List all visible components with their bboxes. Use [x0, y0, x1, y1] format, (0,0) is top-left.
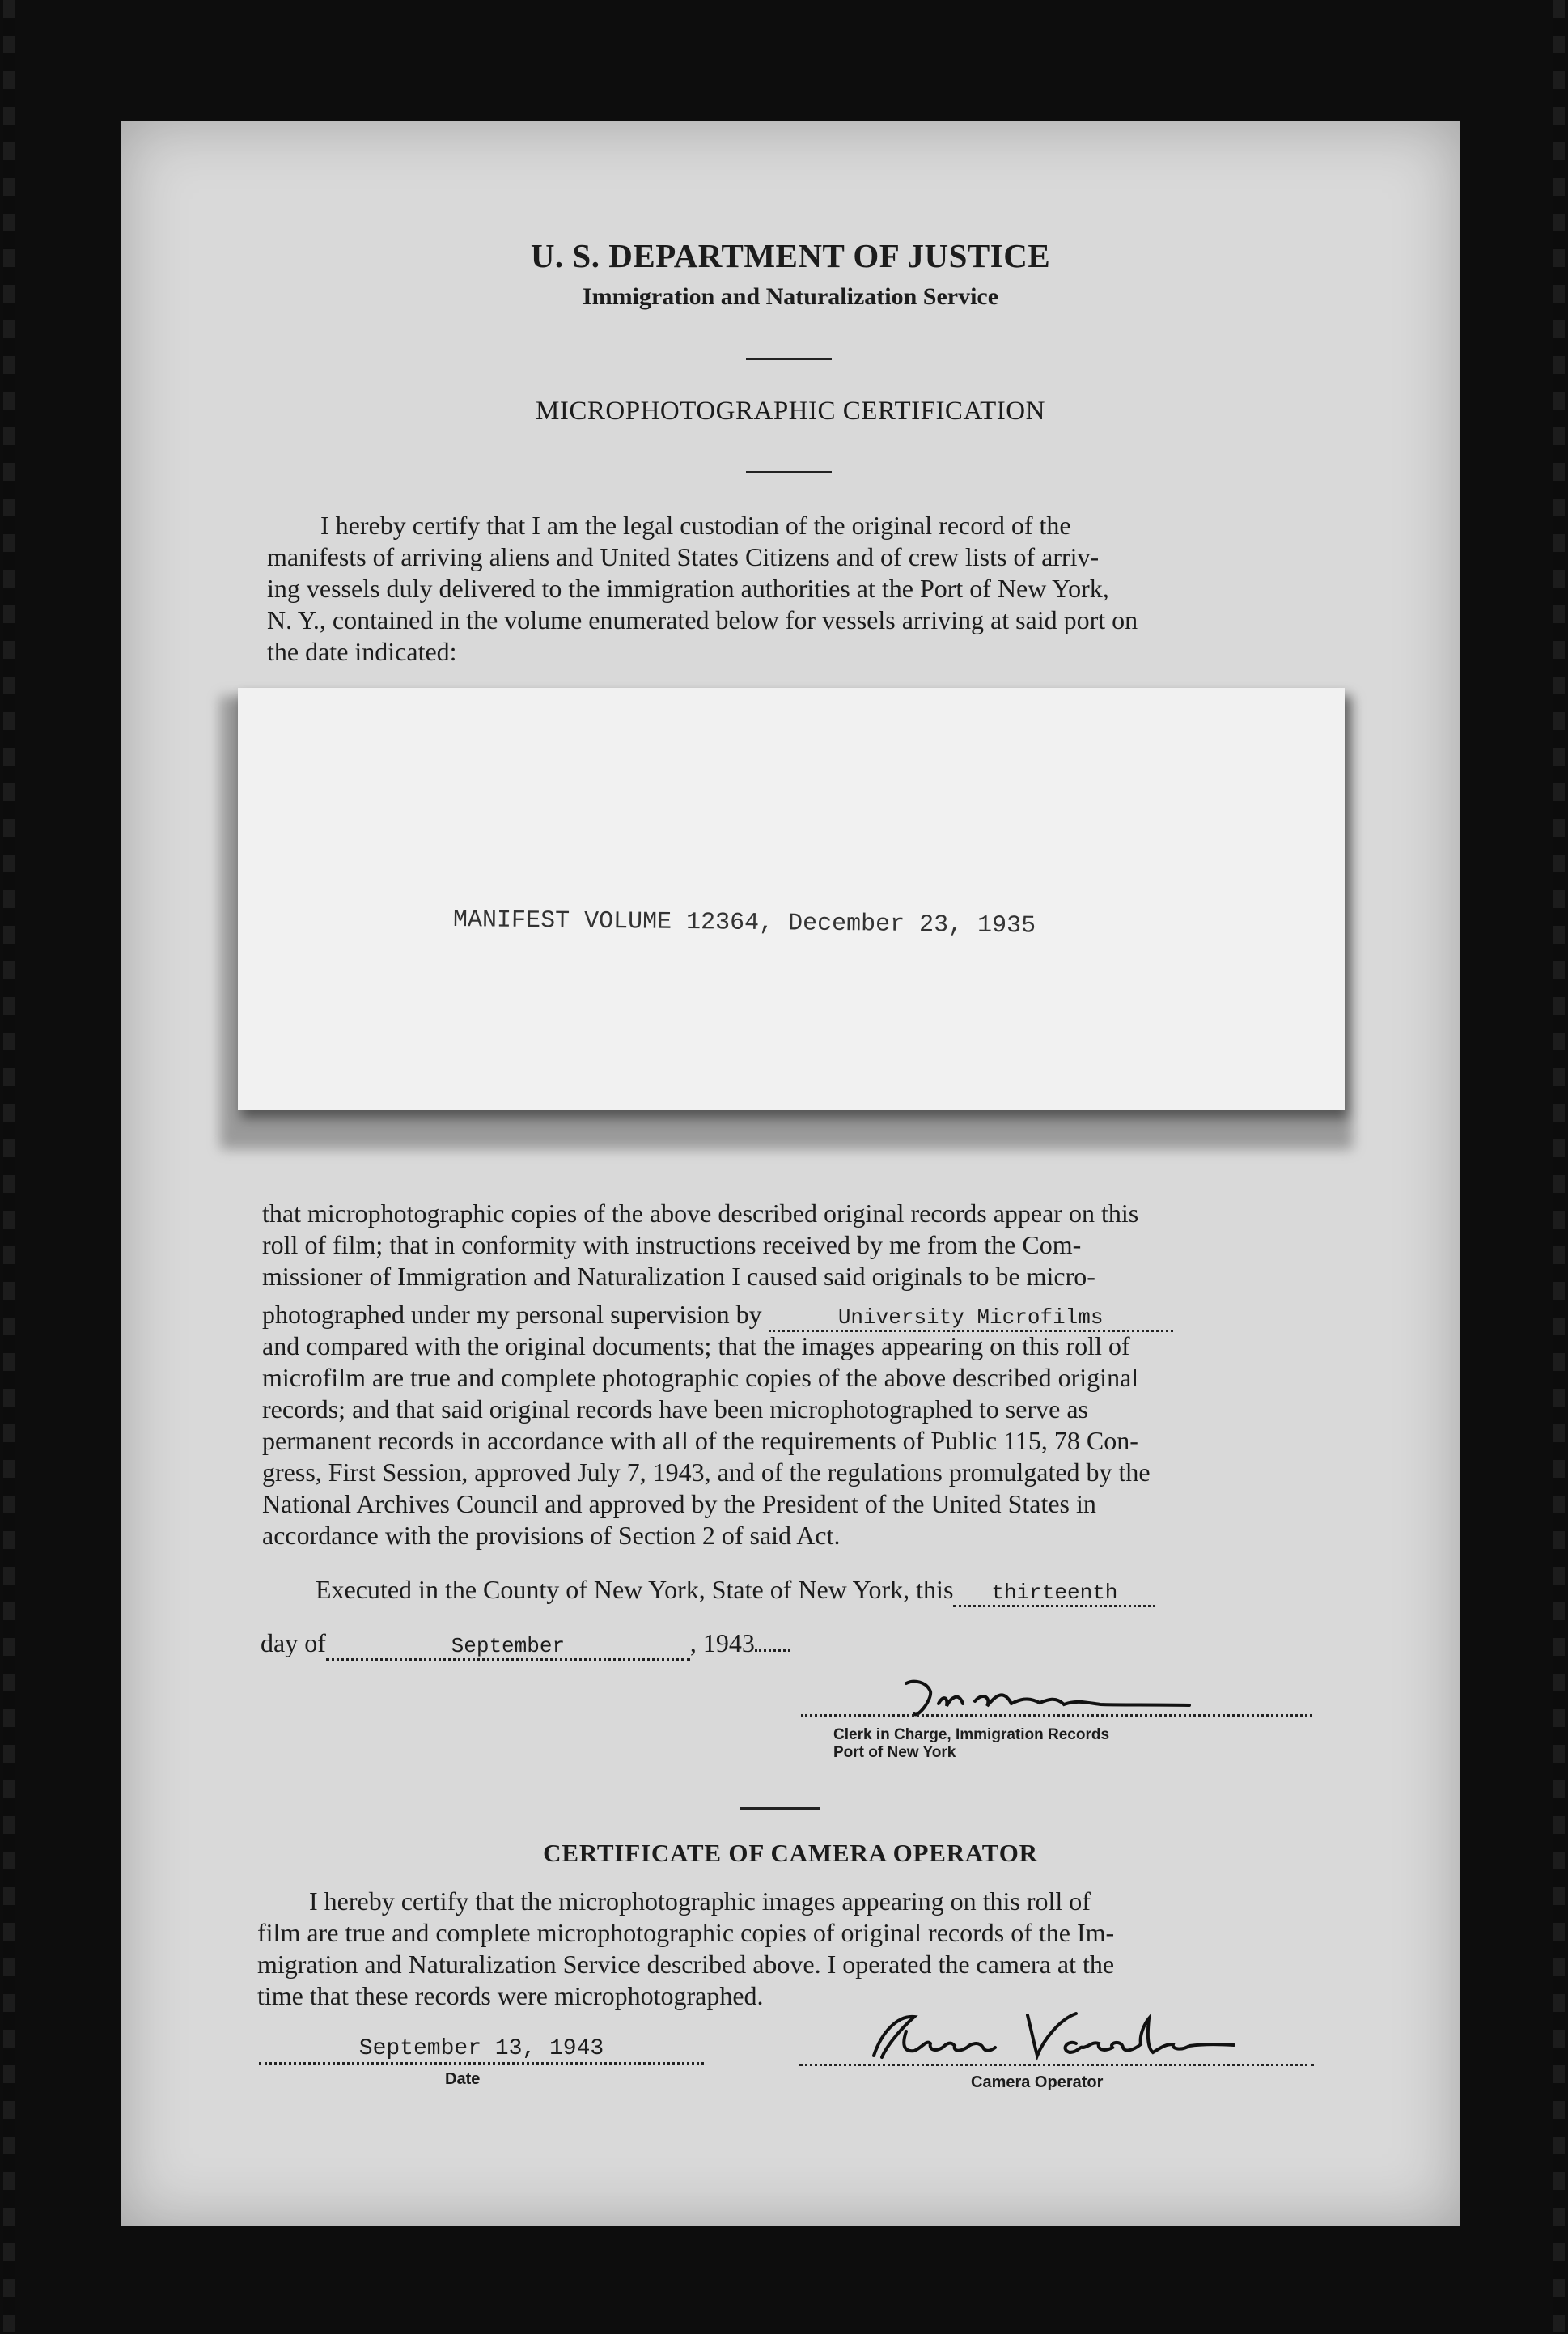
camera-certificate-title: CERTIFICATE OF CAMERA OPERATOR	[543, 1839, 1038, 1867]
body-line: microfilm are true and complete photographic copies of the above described original	[262, 1363, 1139, 1392]
divider-bottom	[740, 1807, 820, 1810]
film-edge-left	[3, 0, 15, 2334]
year-text: , 1943	[689, 1628, 755, 1657]
execution-day-value: thirteenth	[953, 1581, 1155, 1607]
camera-operator-signature	[825, 1999, 1246, 2072]
execution-line	[316, 1575, 1155, 1607]
camera-operator-signature-line	[799, 2064, 1314, 2066]
intro-line: N. Y., contained in the volume enumerated below for vessels arriving at said port on	[267, 605, 1138, 634]
cert-line: time that these records were microphotographed.	[257, 1981, 764, 2010]
cert-line: film are true and complete microphotographic copies of original records of the Im-	[257, 1918, 1115, 1947]
intro-line: the date indicated:	[267, 637, 457, 666]
intro-line: I hereby certify that I am the legal custodian of the original record of the	[320, 511, 1071, 540]
body-line: National Archives Council and approved by the President of the United States in	[262, 1489, 1096, 1518]
camera-date-value: September 13, 1943	[259, 2036, 704, 2065]
camera-operator-label: Camera Operator	[971, 2073, 1104, 2091]
day-of-line	[261, 1628, 790, 1661]
intro-paragraph	[267, 510, 1319, 668]
film-edge-right	[1553, 0, 1565, 2334]
date-label: Date	[445, 2070, 481, 2088]
supervision-prefix: photographed under my personal supervision by	[262, 1300, 762, 1329]
body-line: missioner of Immigration and Naturalization I caused said originals to be micro-	[262, 1262, 1095, 1291]
day-of-label: day of	[261, 1628, 326, 1657]
certificate-page	[121, 121, 1460, 2226]
body-line: that microphotographic copies of the above described original records appear on this	[262, 1199, 1139, 1228]
supervision-line	[262, 1299, 1322, 1330]
body-line: and compared with the original documents; that the images appearing on this roll of	[262, 1331, 1130, 1360]
body-line: permanent records in accordance with all of the requirements of Public 115, 78 Con-	[262, 1426, 1138, 1455]
year-trailing-dots	[755, 1649, 790, 1652]
manifest-card	[238, 688, 1345, 1110]
certification-title: MICROPHOTOGRAPHIC CERTIFICATION	[536, 397, 1045, 426]
supervision-value: University Microfilms	[769, 1305, 1173, 1332]
clerk-title	[833, 1726, 1109, 1762]
clerk-signature-line	[801, 1714, 1312, 1717]
month-value: September	[326, 1634, 690, 1661]
body-paragraph	[262, 1198, 1322, 1551]
body-line: records; and that said original records have been microphotographed to serve as	[262, 1394, 1088, 1424]
divider-top	[746, 358, 832, 360]
camera-certificate-paragraph	[257, 1886, 1322, 2012]
body-line: accordance with the provisions of Section 2 of said Act.	[262, 1521, 841, 1550]
execution-prefix: Executed in the County of New York, State of New York, this	[316, 1575, 954, 1604]
cert-line: migration and Naturalization Service described above. I operated the camera at the	[257, 1950, 1115, 1979]
clerk-title-line1: Clerk in Charge, Immigration Records	[833, 1726, 1110, 1743]
manifest-volume-text: MANIFEST VOLUME 12364, December 23, 1935	[452, 906, 1036, 940]
clerk-title-line2: Port of New York	[833, 1744, 956, 1761]
intro-line: manifests of arriving aliens and United States Citizens and of crew lists of arriv-	[267, 542, 1100, 571]
cert-line: I hereby certify that the microphotographic images appearing on this roll of	[309, 1886, 1091, 1916]
department-heading: U. S. DEPARTMENT OF JUSTICE	[530, 237, 1051, 274]
divider-mid	[746, 471, 832, 473]
intro-line: ing vessels duly delivered to the immigration authorities at the Port of New York,	[267, 574, 1109, 603]
body-line: gress, First Session, approved July 7, 1943, and of the regulations promulgated by the	[262, 1458, 1151, 1487]
body-line: roll of film; that in conformity with instructions received by me from the Com-	[262, 1230, 1082, 1259]
service-heading: Immigration and Naturalization Service	[582, 283, 999, 310]
clerk-signature	[882, 1667, 1222, 1732]
